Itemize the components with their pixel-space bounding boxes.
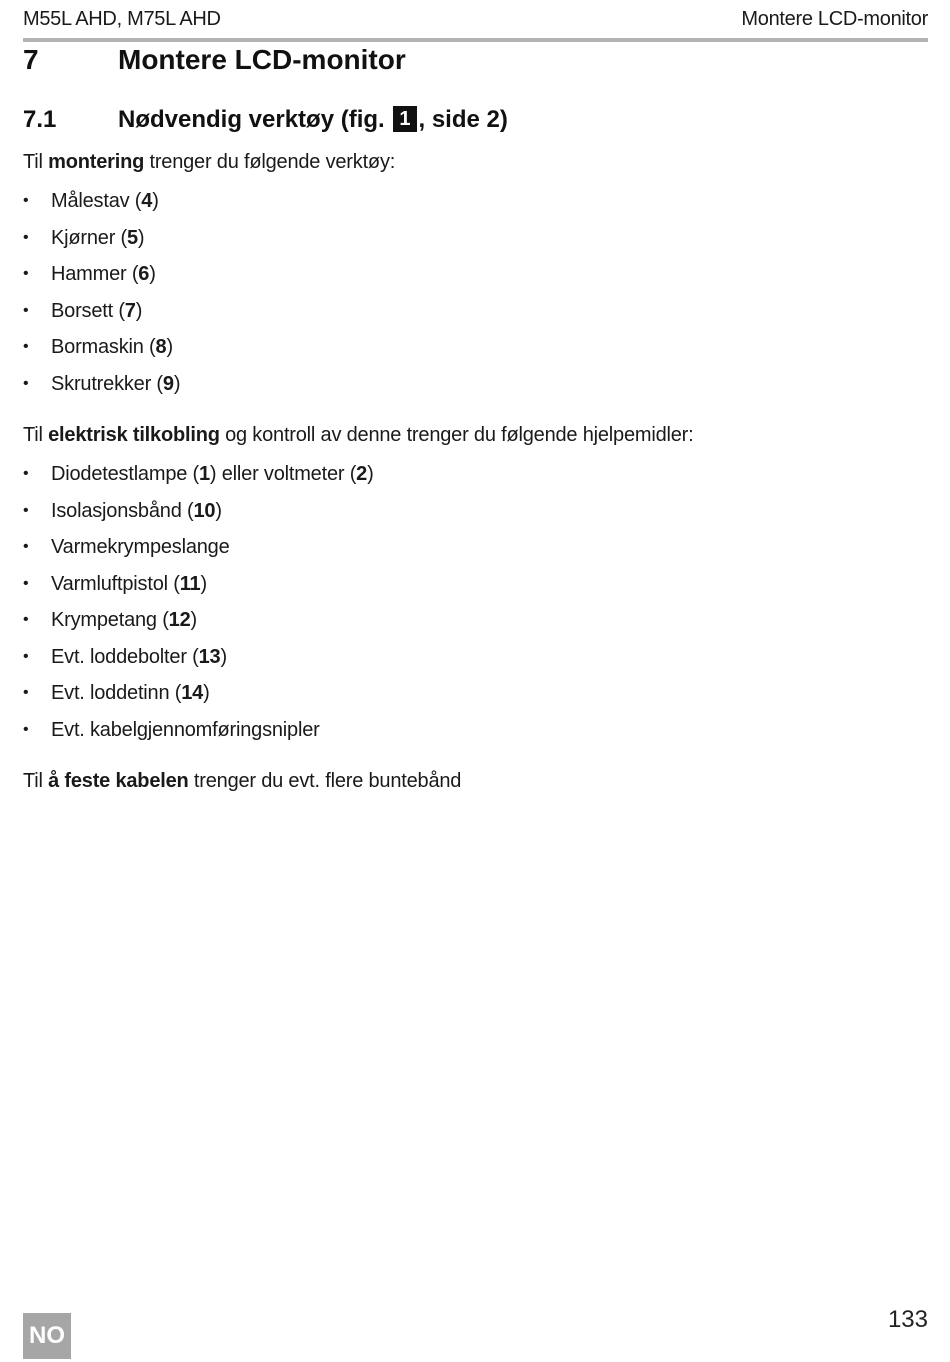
item-ref: 2 xyxy=(356,463,368,485)
bullet-icon: • xyxy=(23,647,29,665)
item-label: ) eller voltmeter ( xyxy=(209,463,357,485)
electrical-intro xyxy=(23,424,693,447)
item-label: Evt. kabelgjennomføringsnipler xyxy=(51,718,320,741)
item-label: Skrutrekker ( xyxy=(51,372,163,395)
item-label: Bormaskin ( xyxy=(51,336,156,358)
item-close: ) xyxy=(215,499,222,522)
list-item xyxy=(23,498,374,535)
item-ref: 7 xyxy=(124,299,136,322)
list-item xyxy=(23,225,180,262)
header-rule xyxy=(23,38,928,42)
list-item xyxy=(23,371,180,408)
bullet-icon: • xyxy=(23,301,29,319)
item-close: ) xyxy=(367,463,374,485)
bullet-icon: • xyxy=(23,538,29,555)
section-heading xyxy=(23,44,406,76)
item-ref: 10 xyxy=(193,499,216,522)
intro-text: Til xyxy=(23,770,43,792)
bullet-icon: • xyxy=(23,465,29,482)
item-label: Isolasjonsbånd ( xyxy=(51,499,194,522)
page-header xyxy=(23,8,928,38)
intro-bold: å feste kabelen xyxy=(48,770,189,792)
intro-bold: montering xyxy=(48,151,145,173)
subsection-title-suffix: , side 2) xyxy=(418,106,508,133)
intro-bold: elektrisk tilkobling xyxy=(48,424,220,446)
item-ref: 12 xyxy=(168,609,191,631)
intro-text: trenger du evt. flere buntebånd xyxy=(193,770,462,792)
item-label: Målestav ( xyxy=(51,190,142,212)
item-ref: 6 xyxy=(138,263,150,285)
bullet-icon: • xyxy=(23,574,29,592)
item-ref: 14 xyxy=(181,682,204,704)
electrical-tools-list xyxy=(23,461,374,753)
cable-intro xyxy=(23,770,461,793)
item-label: Kjørner ( xyxy=(51,226,127,249)
list-item xyxy=(23,680,374,717)
bullet-icon: • xyxy=(23,374,29,392)
item-label: Varmekrympeslange xyxy=(51,536,230,558)
item-close: ) xyxy=(166,336,173,358)
list-item xyxy=(23,261,180,298)
item-close: ) xyxy=(137,226,145,249)
item-label: Evt. loddetinn ( xyxy=(51,682,182,704)
intro-text: Til xyxy=(23,151,43,173)
item-ref: 9 xyxy=(162,372,174,395)
item-close: ) xyxy=(220,645,227,668)
list-item xyxy=(23,188,180,225)
bullet-icon: • xyxy=(23,338,29,355)
item-ref: 1 xyxy=(198,463,210,485)
item-close: ) xyxy=(200,572,207,595)
intro-text: og kontroll av denne trenger du følgende hjelpemidler: xyxy=(225,424,694,446)
subsection-title: Nødvendig verktøy (fig. xyxy=(118,106,385,133)
list-item xyxy=(23,571,374,608)
item-ref: 5 xyxy=(126,226,138,249)
page-number: 133 xyxy=(887,1306,928,1333)
mounting-intro xyxy=(23,151,395,174)
item-label: Varmluftpistol ( xyxy=(51,572,180,595)
bullet-icon: • xyxy=(23,192,29,209)
item-ref: 8 xyxy=(155,336,167,358)
list-item xyxy=(23,607,374,644)
bullet-icon: • xyxy=(23,265,29,282)
item-label: Krympetang ( xyxy=(51,609,169,631)
item-close: ) xyxy=(190,609,197,631)
language-badge: NO xyxy=(23,1313,71,1359)
bullet-icon: • xyxy=(23,501,29,519)
list-item xyxy=(23,717,374,754)
item-label: Borsett ( xyxy=(51,299,125,322)
list-item xyxy=(23,461,374,498)
bullet-icon: • xyxy=(23,611,29,628)
bullet-icon: • xyxy=(23,720,29,738)
bullet-icon: • xyxy=(23,684,29,701)
item-close: ) xyxy=(135,299,143,322)
item-close: ) xyxy=(152,190,159,212)
header-model: M55L AHD, M75L AHD xyxy=(23,8,221,30)
item-close: ) xyxy=(149,263,156,285)
figure-reference-badge: 1 xyxy=(393,106,416,132)
section-title: Montere LCD-monitor xyxy=(118,44,406,75)
list-item xyxy=(23,334,180,371)
bullet-icon: • xyxy=(23,228,29,246)
section-number: 7 xyxy=(23,44,39,75)
subsection-number: 7.1 xyxy=(23,106,57,133)
item-close: ) xyxy=(203,682,210,704)
subsection-heading xyxy=(23,106,508,134)
item-ref: 11 xyxy=(179,572,201,595)
list-item xyxy=(23,534,374,571)
item-label: Diodetestlampe ( xyxy=(51,463,199,485)
item-label: Hammer ( xyxy=(51,263,139,285)
list-item xyxy=(23,298,180,335)
item-label: Evt. loddebolter ( xyxy=(51,645,199,668)
intro-text: trenger du følgende verktøy: xyxy=(149,151,396,173)
header-chapter: Montere LCD-monitor xyxy=(741,8,928,30)
item-ref: 13 xyxy=(198,645,221,668)
list-item xyxy=(23,644,374,681)
item-ref: 4 xyxy=(141,190,153,212)
mounting-tools-list xyxy=(23,188,180,407)
intro-text: Til xyxy=(23,424,43,446)
item-close: ) xyxy=(173,372,181,395)
